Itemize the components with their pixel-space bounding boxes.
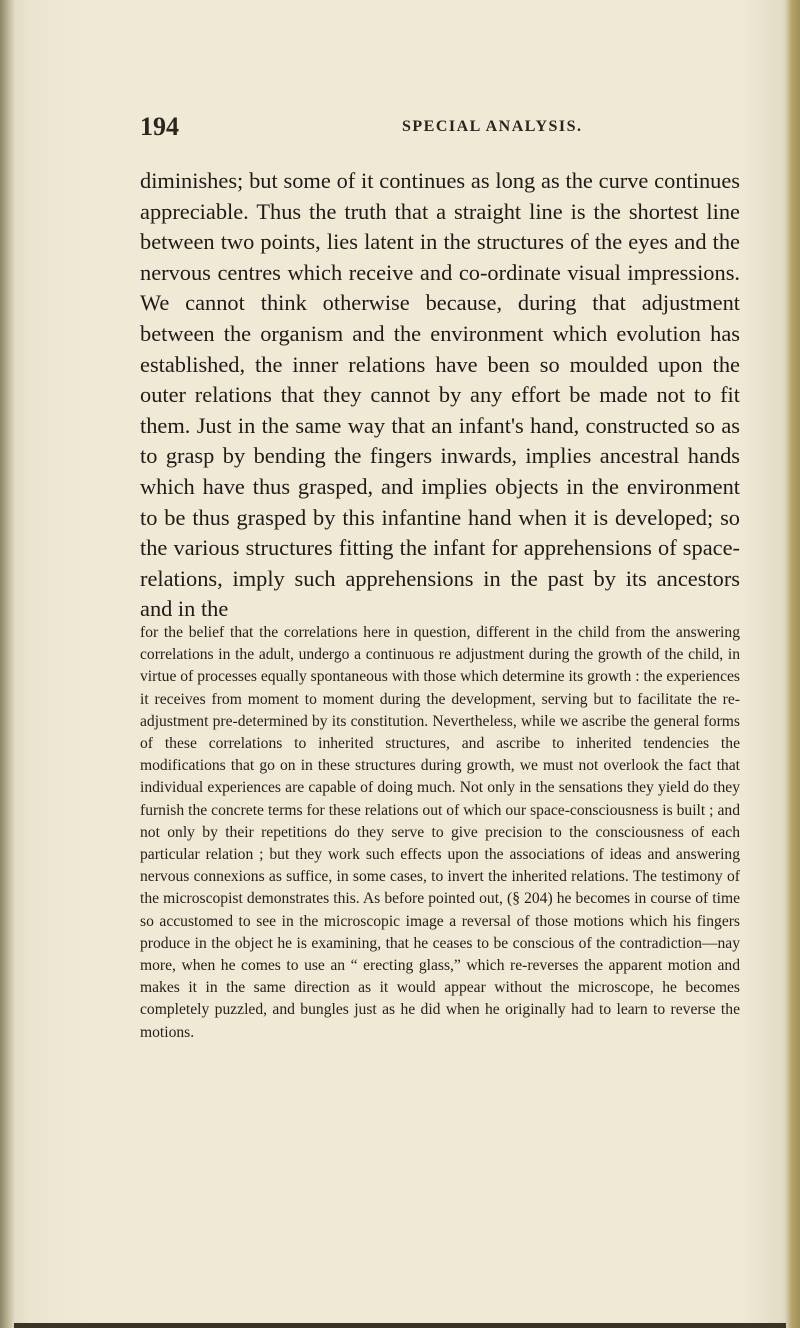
page-outer-edge bbox=[786, 0, 800, 1328]
page-bottom-shadow bbox=[14, 1323, 786, 1328]
running-head: SPECIAL ANALYSIS. bbox=[402, 118, 583, 135]
main-paragraph: diminishes; but some of it continues as long as the curve continues appreciable. Thus the truth that a straight line is the shortest line between two points, lies latent in the structures of the eyes and the nervous centres which receive and co-ordinate visual impressions. We cannot think otherwise because, during that adjustment between the organism and the environment which evolution has established, the inner relations have been so moulded upon the outer relations that they cannot by any effort be made not to fit them. Just in the same way that an infant's hand, constructed so as to grasp by bending the fingers inwards, implies ancestral hands which have thus grasped, and implies objects in the environment to be thus grasped by this infantine hand when it is developed; so the various structures fitting the infant for apprehensions of space-relations, imply such apprehensions in the past by its ancestors and in the bbox=[140, 168, 740, 622]
footnote-paragraph: for the belief that the correlations here in question, different in the child from the answering correlations in the adult, undergo a continuous re adjustment during the growth of the child, in virtue of processes equally spontaneous with those which determine its growth : the experiences it receives from moment to moment during the development, serving but to facilitate the re-adjustment pre-determined by its constitution. Nevertheless, while we ascribe the general forms of these correlations to inherited structures, and ascribe to inherited tendencies the modifications that go on in these structures during growth, we must not overlook the fact that individual experiences are capable of doing much. Not only in the sensations they yield do they furnish the concrete terms for these relations out of which our space-consciousness is built ; and not only by their repetitions do they serve to give precision to the consciousness of each particular relation ; but they work such effects upon the associations of ideas and answering nervous connexions as suffice, in some cases, to invert the inherited relations. The testimony of the microscopist demonstrates this. As before pointed out, (§ 204) he becomes in course of time so accustomed to see in the microscopic image a reversal of those motions which his fingers produce in the object he is examining, that he ceases to be conscious of the contradiction—nay more, when he comes to use an “ erecting glass,” which re-reverses the apparent motion and makes it in the same direction as it would appear without the microscope, he becomes completely puzzled, and bungles just as he did when he originally had to learn to reverse the motions. bbox=[140, 624, 740, 1041]
page-number: 194 bbox=[140, 112, 179, 141]
page-binding-edge bbox=[0, 0, 14, 1328]
page-header bbox=[140, 112, 740, 152]
